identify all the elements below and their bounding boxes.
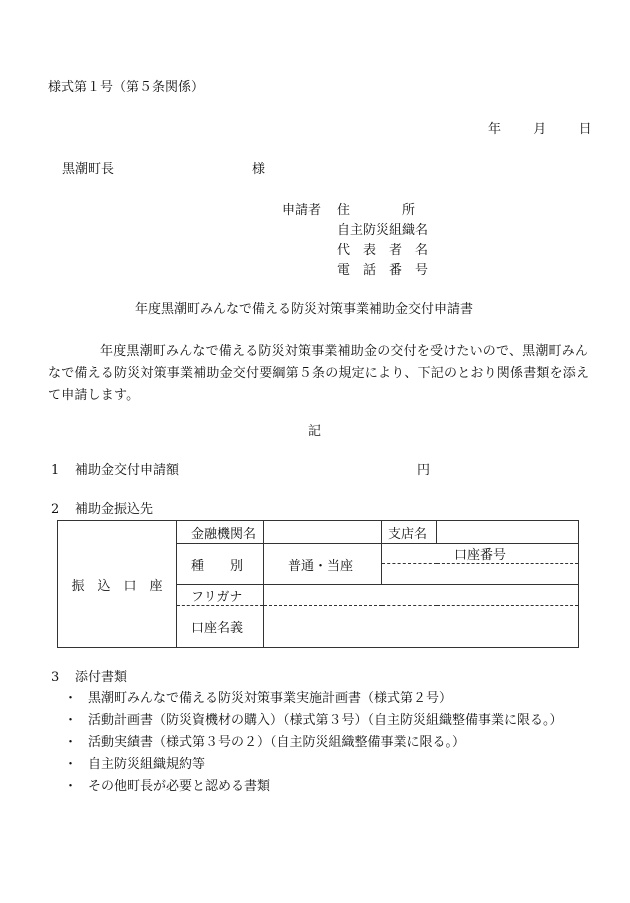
bullet: ・	[64, 713, 78, 728]
ki-heading: 記	[308, 424, 322, 439]
addressee-mayor: 黒潮町長	[62, 162, 115, 177]
bullet: ・	[64, 779, 78, 794]
attachment-item: ・ その他町長が必要と認める書類	[64, 779, 271, 794]
furigana-field[interactable]	[264, 585, 579, 606]
form-number: 様式第１号（第５条関係）	[48, 80, 205, 95]
item2-label: 補助金振込先	[75, 502, 154, 517]
date-day: 日	[578, 122, 592, 137]
body-paragraph: 年度黒潮町みんなで備える防災対策事業補助金の交付を受けたいので、黒潮町みんなで備える防災対策事業補助金交付要綱第５条の規定により、下記のとおり関係書類を添えて申請します。	[48, 344, 590, 403]
bank-name-label: 金融機関名	[177, 521, 264, 544]
applicant-address-label: 住 所	[337, 203, 416, 218]
bullet: ・	[64, 691, 78, 706]
bank-name-field[interactable]	[264, 521, 382, 544]
item1-unit: 円	[417, 463, 431, 478]
bullet: ・	[64, 735, 78, 750]
date-year: 年	[488, 122, 502, 137]
addressee-honorific: 様	[252, 162, 266, 177]
document-title: 年度黒潮町みんなで備える防災対策事業補助金交付申請書	[135, 302, 474, 317]
account-type-value[interactable]: 普通・当座	[264, 544, 382, 585]
furigana-label: フリガナ	[177, 585, 264, 606]
attachment-item: ・ 自主防災組織規約等	[64, 757, 206, 772]
applicant-rep-label: 代 表 者 名	[337, 243, 429, 258]
branch-field[interactable]	[437, 521, 579, 544]
item3-number: 3	[51, 670, 60, 685]
item2-number: 2	[51, 502, 60, 517]
account-holder-field[interactable]	[264, 606, 579, 648]
attachment-item: ・ 活動計画書（防災資機材の購入）（様式第３号）（自主防災組織整備事業に限る。）	[64, 713, 563, 728]
item1-number: 1	[51, 463, 60, 478]
applicant-label: 申請者	[282, 203, 322, 218]
account-type-label: 種 別	[177, 544, 264, 585]
applicant-org-label: 自主防災組織名	[337, 223, 429, 238]
item3-label: 添付書類	[75, 670, 128, 685]
account-holder-label: 口座名義	[177, 606, 264, 648]
attachment-item: ・ 黒潮町みんなで備える防災対策事業実施計画書（様式第２号）	[64, 691, 453, 706]
date-month: 月	[533, 122, 547, 137]
branch-label: 支店名	[382, 521, 437, 544]
bank-account-table	[57, 520, 579, 648]
item1-label: 補助金交付申請額	[75, 463, 180, 478]
applicant-phone-label: 電 話 番 号	[337, 263, 429, 278]
account-number-field[interactable]	[382, 564, 579, 585]
bullet: ・	[64, 757, 78, 772]
date-line	[488, 122, 592, 138]
attachment-item: ・ 活動実績書（様式第３号の２）（自主防災組織整備事業に限る。）	[64, 735, 466, 750]
account-number-label: 口座番号	[382, 544, 579, 564]
transfer-account-header: 振 込 口 座	[58, 521, 177, 648]
